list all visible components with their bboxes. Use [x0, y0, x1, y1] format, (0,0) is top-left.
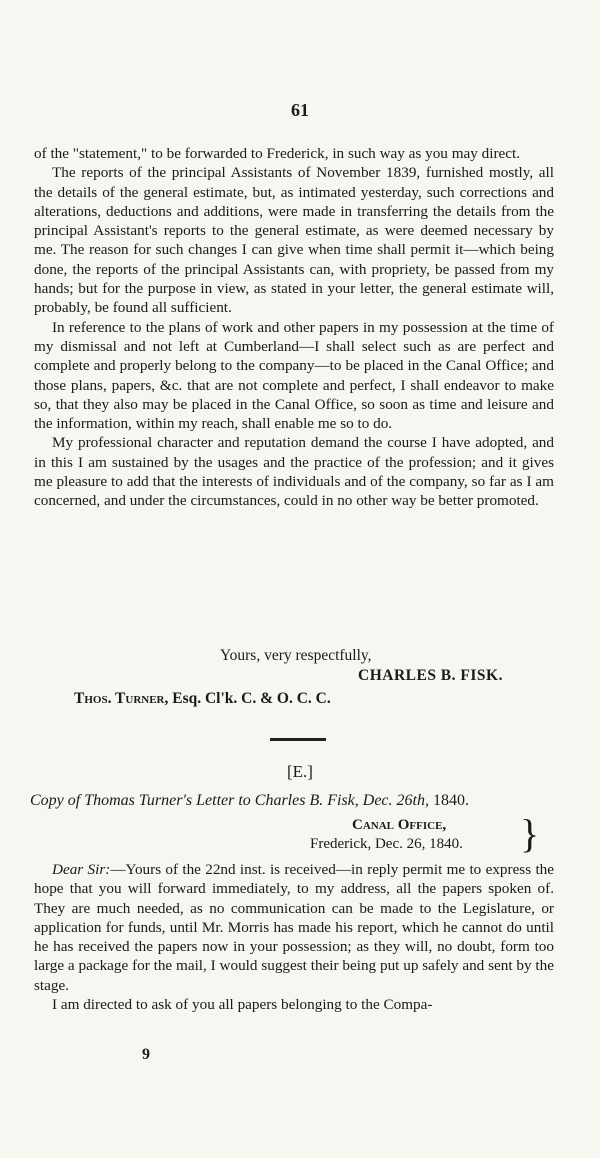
letter-place: Canal Office,: [352, 817, 447, 833]
addressee: [74, 690, 331, 708]
letter-paragraph-1: [34, 860, 554, 995]
letter-paragraph-2: I am directed to ask of you all papers belonging to the Compa-: [52, 996, 433, 1014]
signature-mark: 9: [142, 1046, 150, 1063]
closing: Yours, very respectfully,: [220, 647, 372, 664]
section-divider: [270, 738, 326, 741]
paragraph-3: In reference to the plans of work and other papers in my possession at the time of my dismissal and not left at Cumberland—I shall select such as are perfect and complete and properly belong to the company—to be placed in the Canal Office; and those plans, papers, &c. that are not complete and perfect, I shall endeavor to make so, that they also may be placed in the Canal Office, so soon as time and leisure and the information, within my reach, shall enable me so to do.: [34, 318, 554, 433]
letter-body-text: —Yours of the 22nd inst. is received—in reply permit me to express the hope that you will forward immediately, to my address, all the papers spoken of. They are much needed, as no communication can be made to the Legislature, or application for funds, until Mr. Morris has made his report, which he cannot do until he has received the papers now in your possession; as they will, no doubt, form too large a package for the mail, I would suggest their being put up safely and sent by the stage.: [34, 861, 554, 994]
paragraph-1: of the "statement," to be forwarded to Frederick, in such way as you may direct.: [34, 145, 521, 162]
copy-title-text: Copy of Thomas Turner's Letter to Charles B. Fisk, Dec. 26th,: [30, 792, 429, 809]
letter-body-turner: [34, 860, 554, 1014]
letter-date: Frederick, Dec. 26, 1840.: [310, 836, 463, 852]
brace-mark: }: [520, 811, 540, 856]
paragraph-2: The reports of the principal Assistants of November 1839, furnished mostly, all the details of the general estimate, but, as intimated yesterday, such corrections and alterations, deductions and additions, were made in transferring the details from the principal Assistant's reports to the general estimate, as were deemed necessary by me. The reason for such changes I can give when time shall permit it—which being done, the reports of the principal Assistants can, with propriety, be passed from my hands; but for the purpose in view, as stated in your letter, the general estimate will, probably, be found all sufficient.: [34, 164, 554, 317]
section-label: [E.]: [287, 762, 313, 781]
copy-title-year: 1840.: [432, 792, 469, 809]
copy-title: [30, 792, 570, 810]
paragraph-4: My professional character and reputation demand the course I have adopted, and in this I am sustained by the usages and the practice of the profession; and it gives me pleasure to add that the interests of individuals and of the company, so far as I am concerned, and under the circumstances, could in no other way be better promoted.: [34, 434, 554, 510]
letter-body-fisk: [34, 144, 554, 511]
signer-name: CHARLES B. FISK.: [358, 667, 503, 684]
addressee-name: Thos. Turner,: [74, 690, 169, 707]
salutation: Dear Sir:: [52, 861, 111, 878]
addressee-title: Esq. Cl'k. C. & O. C. C.: [172, 690, 331, 707]
page-number: 61: [291, 100, 309, 120]
